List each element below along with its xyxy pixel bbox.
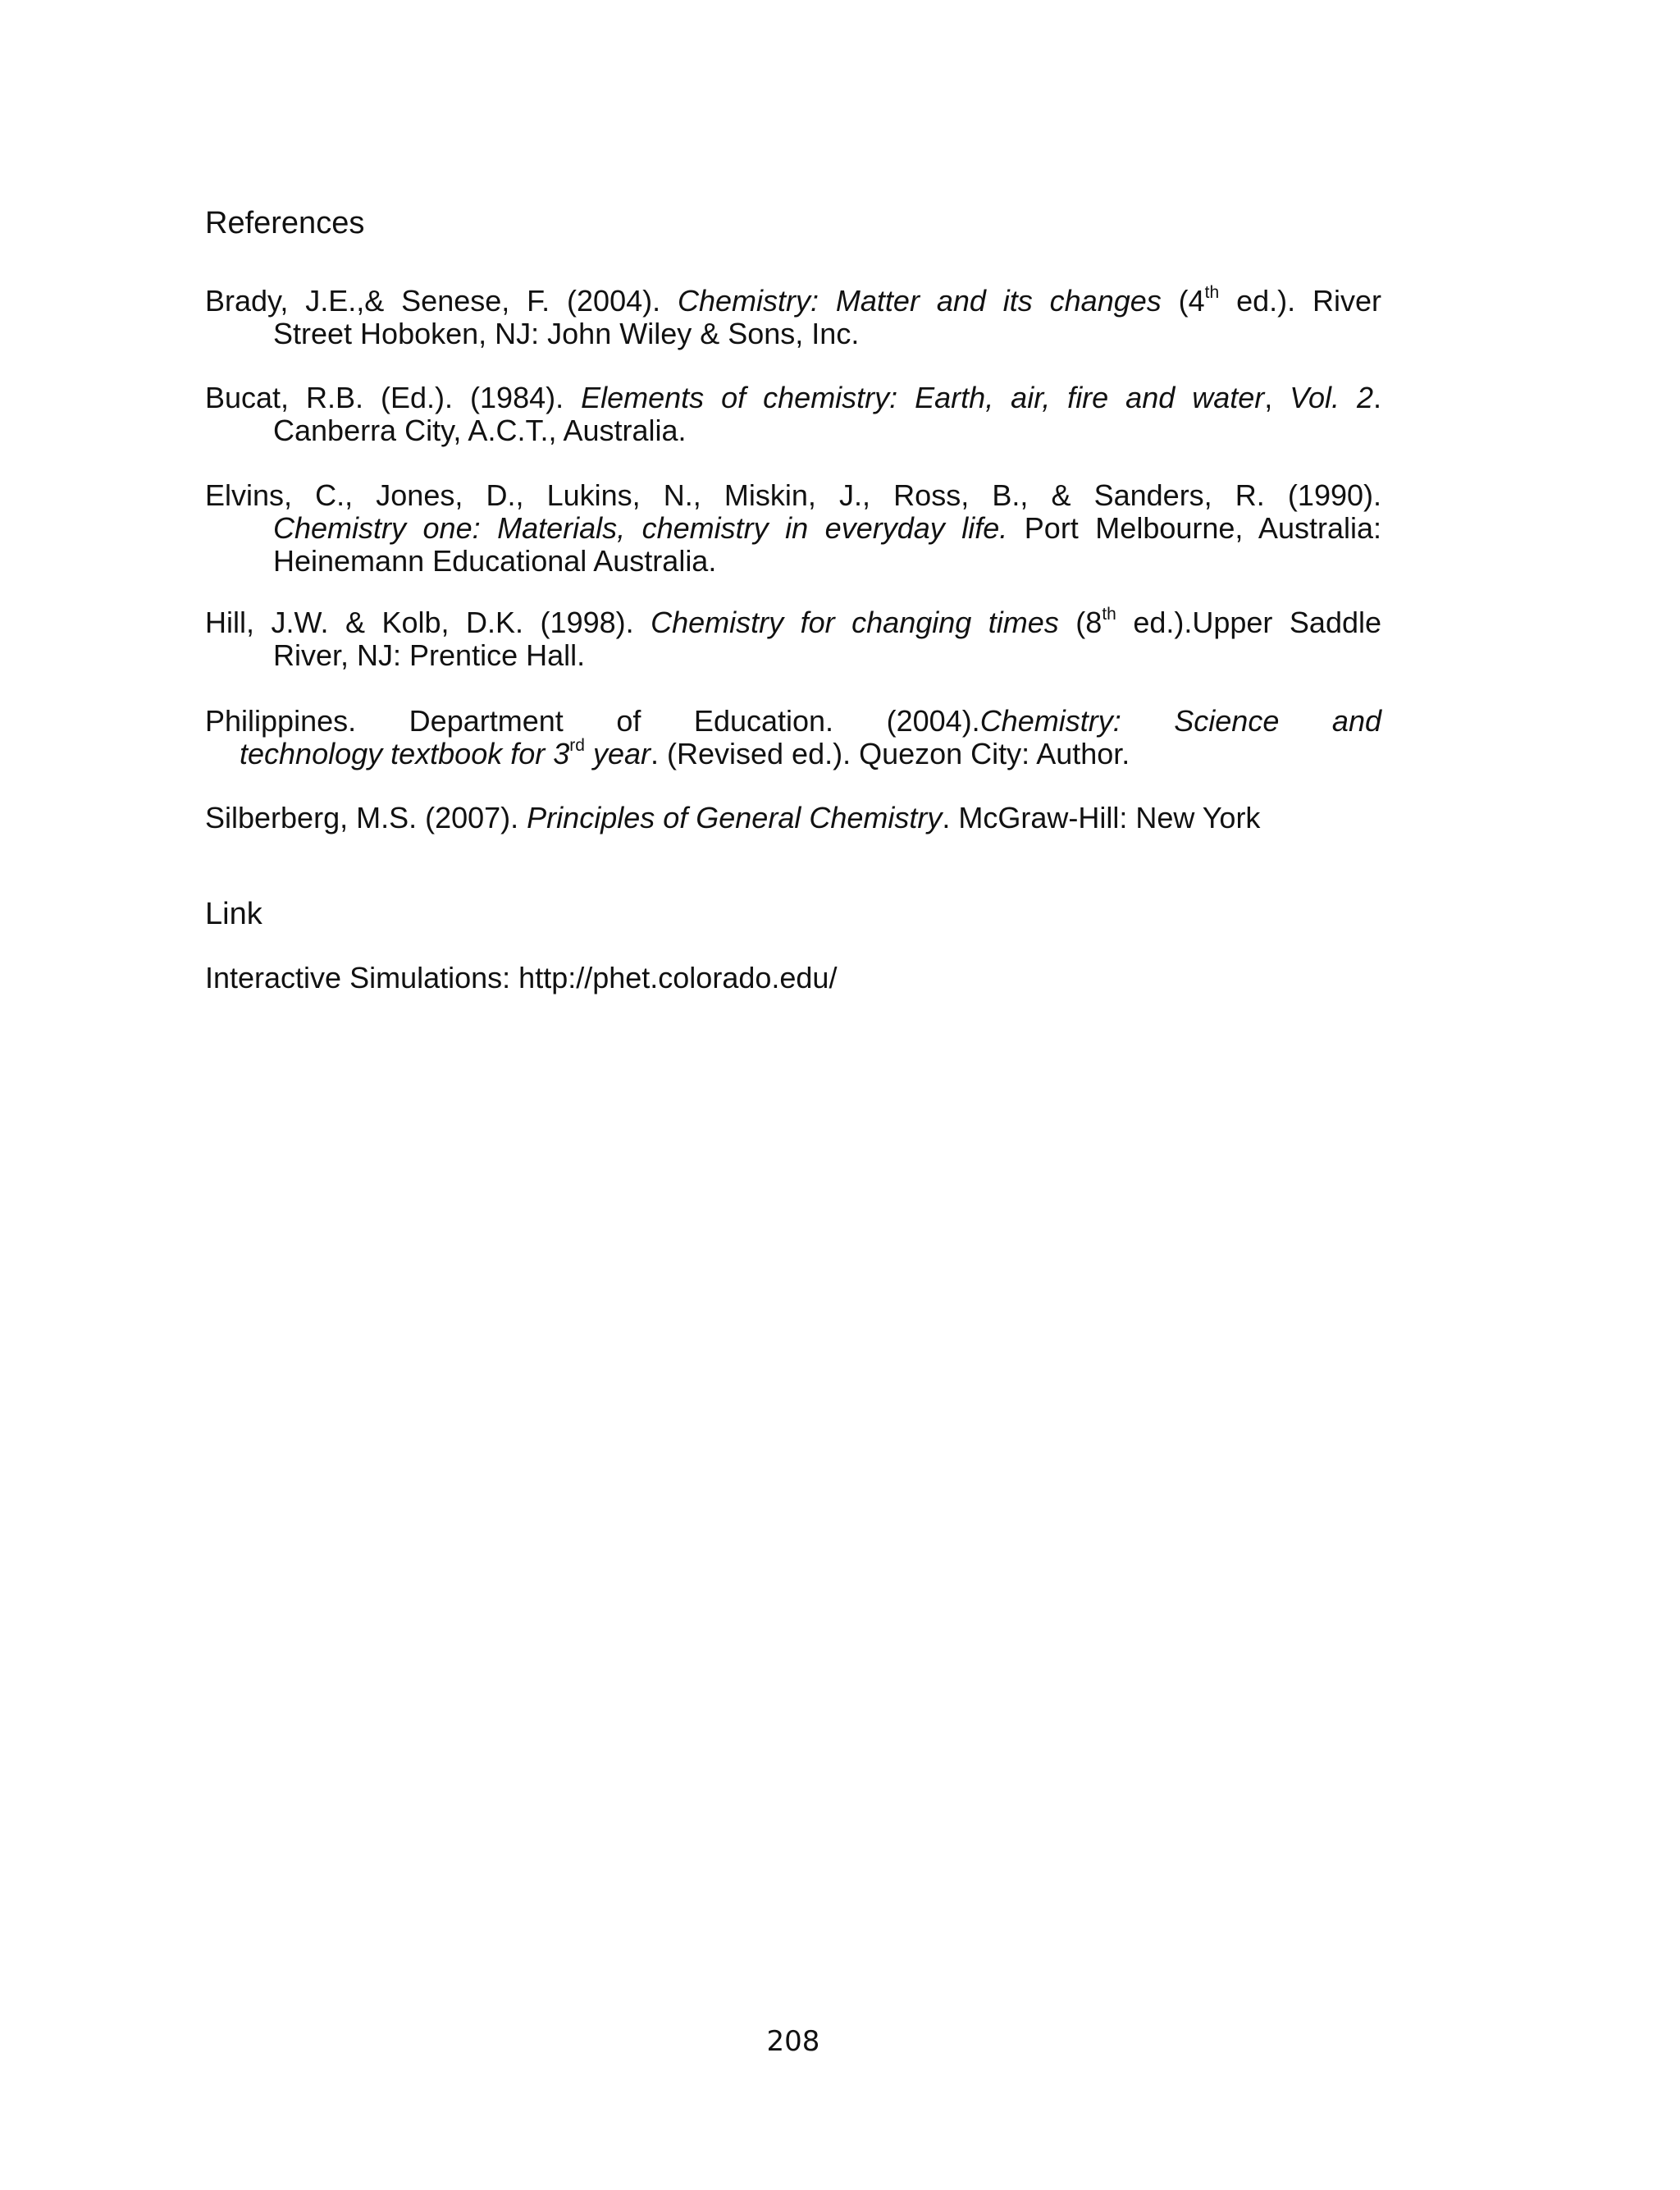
references-heading: References bbox=[205, 206, 365, 240]
reference-volume: Vol. 2 bbox=[1290, 381, 1373, 414]
link-heading: Link bbox=[205, 897, 262, 931]
reference-author-year: Silberberg, M.S. (2007). bbox=[205, 801, 527, 834]
reference-line bbox=[205, 606, 1381, 639]
reference-text: , bbox=[1264, 381, 1290, 414]
reference-title: Principles of General Chemistry bbox=[527, 801, 943, 834]
reference-author-year: Brady, J.E.,& Senese, F. (2004). bbox=[205, 284, 678, 318]
reference-line bbox=[205, 738, 1381, 770]
link-text: Interactive Simulations: http://phet.colorado.edu/ bbox=[205, 961, 838, 994]
reference-text: ed.).Upper Saddle bbox=[1116, 606, 1382, 639]
reference-title: technology textbook for 3 bbox=[240, 737, 570, 770]
reference-title: Chemistry for changing times bbox=[651, 606, 1059, 639]
reference-philippines bbox=[205, 705, 1381, 770]
superscript: th bbox=[1102, 605, 1116, 624]
reference-line: River, NJ: Prentice Hall. bbox=[273, 638, 586, 672]
reference-text: . McGraw-Hill: New York bbox=[942, 801, 1261, 834]
reference-line: Canberra City, A.C.T., Australia. bbox=[273, 414, 687, 447]
reference-text: ed.). River bbox=[1219, 284, 1382, 318]
reference-text: (8 bbox=[1058, 606, 1102, 639]
reference-line bbox=[205, 285, 1381, 318]
reference-text: (4 bbox=[1161, 284, 1205, 318]
reference-line: Heinemann Educational Australia. bbox=[273, 544, 717, 578]
reference-line bbox=[205, 705, 1381, 738]
reference-line bbox=[205, 802, 1381, 834]
reference-title: Chemistry: Science and bbox=[979, 704, 1381, 738]
reference-brady bbox=[205, 285, 1381, 350]
reference-elvins bbox=[205, 479, 1381, 578]
link-line bbox=[205, 962, 1381, 994]
reference-author-year: Bucat, R.B. (Ed.). (1984). bbox=[205, 381, 582, 414]
superscript: rd bbox=[569, 736, 585, 755]
reference-line: Elvins, C., Jones, D., Lukins, N., Miskin, J., Ross, B., & Sanders, R. (1990). bbox=[205, 478, 1381, 512]
reference-text: . bbox=[1372, 381, 1381, 414]
reference-text: Port Melbourne, Australia: bbox=[1007, 511, 1381, 545]
reference-line bbox=[205, 382, 1381, 414]
superscript: th bbox=[1204, 283, 1220, 302]
reference-hill bbox=[205, 606, 1381, 672]
reference-text: . (Revised ed.). Quezon City: Author. bbox=[651, 737, 1130, 770]
reference-line bbox=[205, 512, 1381, 545]
reference-silberberg bbox=[205, 802, 1381, 834]
reference-author-year: Hill, J.W. & Kolb, D.K. (1998). bbox=[205, 606, 651, 639]
reference-title: Elements of chemistry: Earth, air, fire and water bbox=[581, 381, 1265, 414]
reference-title: year bbox=[584, 737, 651, 770]
reference-line: Street Hoboken, NJ: John Wiley & Sons, Inc. bbox=[273, 317, 860, 350]
page-number: 208 bbox=[766, 2025, 820, 2058]
reference-title: Chemistry: Matter and its changes bbox=[678, 284, 1162, 318]
reference-author-year: Philippines. Department of Education. (2004). bbox=[205, 704, 980, 738]
reference-bucat bbox=[205, 382, 1381, 447]
reference-title: Chemistry one: Materials, chemistry in everyday life. bbox=[273, 511, 1008, 545]
